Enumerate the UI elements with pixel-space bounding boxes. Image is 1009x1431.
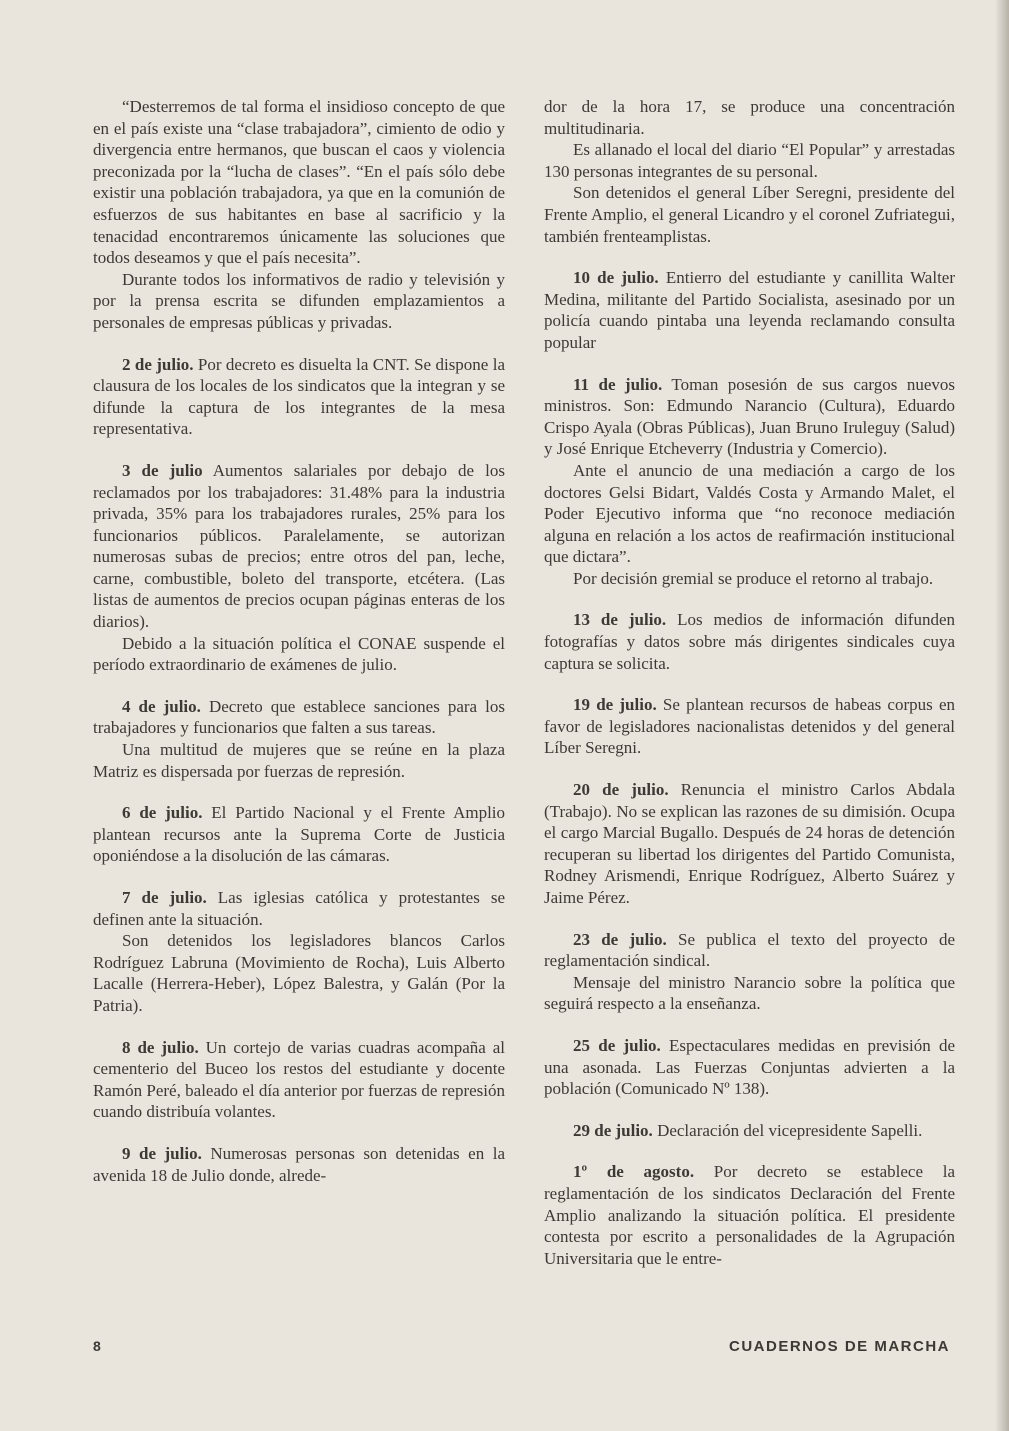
entry-text: Un cortejo de varias cuadras acompaña al cementerio del Buceo los restos del estudiante y docente Ramón Peré, baleado el día anterior por fuerzas de represión cuando distribuía volantes. xyxy=(93,1037,505,1122)
dated-entry xyxy=(544,267,955,353)
publication-title: CUADERNOS DE MARCHA xyxy=(728,1338,950,1355)
dated-entry xyxy=(93,1143,505,1186)
paragraph xyxy=(544,460,955,568)
entry-text: Se publica el texto del proyecto de reglamentación sindical. xyxy=(544,929,955,971)
dated-entry xyxy=(544,779,955,909)
entry-date: 3 de julio xyxy=(122,460,203,480)
paragraph xyxy=(544,139,955,182)
paragraph xyxy=(544,182,955,247)
right-column xyxy=(544,96,955,1269)
entry-date: 11 de julio. xyxy=(573,374,663,394)
dated-entry xyxy=(544,929,955,972)
paragraph xyxy=(544,96,955,139)
dated-entry xyxy=(93,354,505,440)
entry-text: Son detenidos los legisladores blancos Carlos Rodríguez Labruna (Movimiento de Rocha), Luis Alberto Lacalle (Herrera-Heber), López Balestra, y Galán (Por la Patria). xyxy=(93,931,505,1015)
entry-text: Una multitud de mujeres que se reúne en la plaza Matriz es dispersada por fuerzas de represión. xyxy=(93,740,505,781)
paragraph xyxy=(544,972,955,1015)
entry-date: 4 de julio. xyxy=(122,696,201,716)
entry-text: Entierro del estudiante y canillita Walter Medina, militante del Partido Socialista, asesinado por un policía cuando pintaba una leyenda reclamando consulta popular xyxy=(544,268,956,352)
entry-text: Por decreto se establece la reglamentación de los sindicatos Declaración del Frente Amplio analizando la situación política. El presidente contesta por escrito a personalidades de la Agrupación Universitaria que le entre- xyxy=(544,1162,956,1268)
paragraph xyxy=(93,633,505,676)
paragraph xyxy=(93,96,505,269)
entry-text: Numerosas personas son detenidas en la avenida 18 de Julio donde, alrede- xyxy=(93,1143,505,1185)
left-column xyxy=(93,96,505,1186)
dated-entry xyxy=(544,1161,955,1269)
entry-date: 29 de julio. xyxy=(573,1120,653,1140)
entry-text: Mensaje del ministro Narancio sobre la política que seguirá respecto a la enseñanza. xyxy=(544,972,955,1014)
entry-text: Aumentos salariales por debajo de los reclamados por los trabajadores: 31.48% para la industria privada, 35% para los trabajadores rurales, 25% para los funcionarios públicos. Paralelamente, se autorizan numerosas subas de precios; entre otros del pan, leche, carne, combustible, boleto del transporte, etcétera. (Las listas de aumentos de precios ocupan páginas enteras de los diarios). xyxy=(93,460,505,632)
dated-entry xyxy=(93,696,505,739)
entry-text: Los medios de información difunden fotografías y datos sobre más dirigentes sindicales cuya captura se solicita. xyxy=(544,610,956,673)
entry-date: 13 de julio. xyxy=(573,610,667,630)
paragraph xyxy=(93,930,505,1016)
entry-date: 9 de julio. xyxy=(122,1143,202,1163)
entry-text: Es allanado el local del diario “El Popular” y arrestadas 130 personas integrantes de su personal. xyxy=(544,140,955,181)
entry-date: 7 de julio. xyxy=(122,888,207,907)
entry-text: Debido a la situación política el CONAE suspende el período extraordinario de exámenes de julio. xyxy=(93,633,505,675)
entry-text: Son detenidos el general Líber Seregni, presidente del Frente Amplio, el general Licandro y el coronel Zufriategui, también frenteamplistas. xyxy=(544,183,955,246)
entry-text: Por decreto es disuelta la CNT. Se dispone la clausura de los locales de los sindicatos que la integran y se difunde la captura de los integrantes de la mesa representativa. xyxy=(93,354,505,439)
entry-date: 1º de agosto. xyxy=(573,1162,695,1182)
paragraph xyxy=(93,739,505,782)
dated-entry xyxy=(93,887,505,930)
entry-date: 6 de julio. xyxy=(122,803,203,823)
dated-entry xyxy=(544,1120,955,1142)
entry-date: 19 de julio. xyxy=(573,695,657,715)
entry-date: 25 de julio. xyxy=(573,1035,661,1055)
entry-text: dor de la hora 17, se produce una concentración multitudinaria. xyxy=(544,97,955,138)
dated-entry xyxy=(544,1035,955,1100)
entry-text: Ante el anuncio de una mediación a cargo de los doctores Gelsi Bidart, Valdés Costa y Armando Malet, el Poder Ejecutivo informa que “no reconoce mediación alguna en relación a los actos de reafirmación institucional que dictara”. xyxy=(544,460,955,567)
entry-date: 20 de julio. xyxy=(573,780,669,800)
dated-entry xyxy=(93,802,505,867)
entry-text: Por decisión gremial se produce el retorno al trabajo. xyxy=(573,568,934,588)
entry-text: El Partido Nacional y el Frente Amplio plantean recursos ante la Suprema Corte de Justicia oponiéndose a la disolución de las cámaras. xyxy=(93,803,506,866)
entry-text: Renuncia el ministro Carlos Abdala (Trabajo). No se explican las razones de su dimisión. Ocupa el cargo Marcial Bugallo. Después de 24 horas de detención recuperan su libertad los dirigentes del Partido Comunista, Rodney Arismendi, Enrique Rodríguez, Alberto Suárez y Jaime Pérez. xyxy=(544,780,955,907)
page-edge-shadow xyxy=(995,0,1009,1431)
dated-entry xyxy=(544,609,955,674)
dated-entry xyxy=(544,374,955,460)
dated-entry xyxy=(544,694,955,759)
entry-date: 23 de julio. xyxy=(573,929,667,949)
entry-date: 10 de julio. xyxy=(573,268,659,288)
entry-text: Las iglesias católica y protestantes se definen ante la situación. xyxy=(93,888,505,929)
entry-text: Se plantean recursos de habeas corpus en favor de legisladores nacionalistas detenidos y del general Líber Seregni. xyxy=(544,695,955,758)
paragraph xyxy=(544,568,955,590)
page-number: 8 xyxy=(93,1338,101,1354)
entry-text: Espectaculares medidas en previsión de una asonada. Las Fuerzas Conjuntas advierten a la población (Comunicado Nº 138). xyxy=(544,1035,955,1099)
entry-date: 8 de julio. xyxy=(122,1037,199,1057)
entry-date: 2 de julio. xyxy=(122,354,194,374)
entry-text: “Desterremos de tal forma el insidioso concepto de que en el país existe una “clase trabajadora”, cimiento de odio y divergencia entre hermanos, que buscan el caos y violencia preconizada por la “lucha de clases”. “En el país sólo debe existir una población trabajadora, ya que en la comunión de esfuerzos de sus habitantes en base al sacrificio y la tenacidad encontraremos únicamente las soluciones que todos deseamos y que el país necesita”. xyxy=(93,97,505,268)
entry-text: Durante todos los informativos de radio y televisión y por la prensa escrita se difunden emplazamientos a personales de empresas públicas y privadas. xyxy=(93,269,505,332)
entry-text: Declaración del vicepresidente Sapelli. xyxy=(652,1120,923,1140)
paragraph xyxy=(93,269,505,334)
dated-entry xyxy=(93,1037,505,1123)
entry-text: Toman posesión de sus cargos nuevos ministros. Son: Edmundo Narancio (Cultura), Eduardo Crispo Ayala (Obras Públicas), Juan Bruno Iruleguy (Salud) y José Enrique Etcheverry (Industria y Comercio). xyxy=(544,374,955,459)
dated-entry xyxy=(93,460,505,633)
entry-text: Decreto que establece sanciones para los trabajadores y funcionarios que falten a sus tareas. xyxy=(93,696,505,738)
